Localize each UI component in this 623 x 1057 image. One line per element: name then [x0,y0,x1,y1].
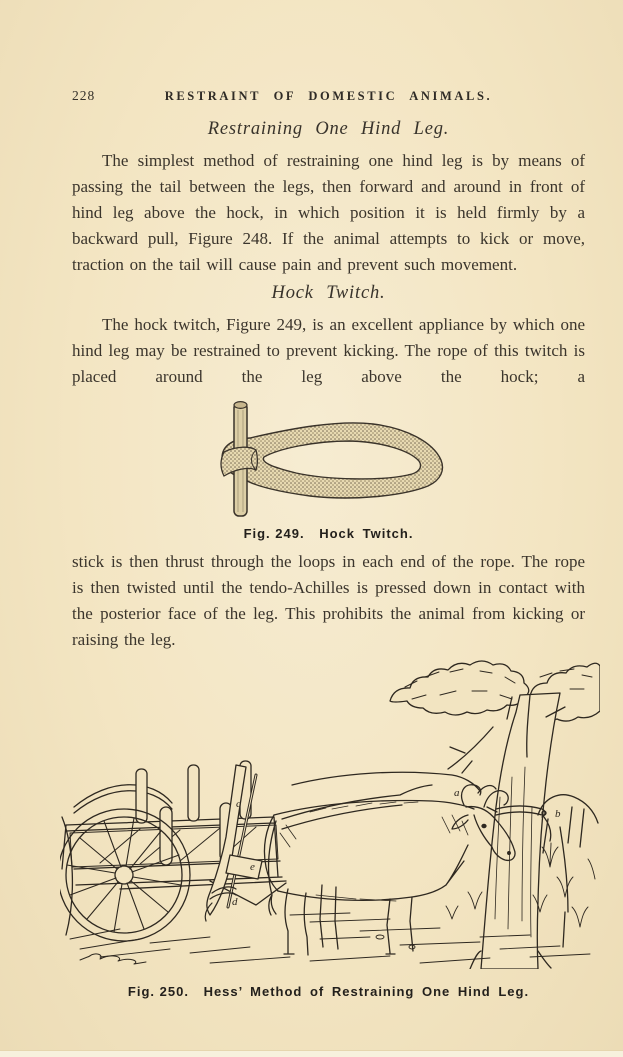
ox-restraint-drawing [60,657,600,969]
running-head [72,88,585,104]
page-number: 228 [72,88,96,103]
figure-249-caption [72,526,585,541]
page-bottom-edge [0,1050,623,1057]
figure-250-illustration [60,657,585,974]
paragraph-restraining: The simplest method of restraining one hind leg is by means of passing the tail between the legs, then forward and around in front of hind leg above the hock, in which position it is held firmly by a backward pull, Figure 248. If the animal attempts to kick or move, traction on the tail will cause pain and prevent such movement. [72,151,585,274]
figure-249-number: Fig. 249. [243,526,305,541]
ox-shading [280,802,468,901]
figure-250-number: Fig. 250. [127,984,189,999]
figure-250 [72,657,585,999]
label-b: b [555,808,561,820]
figure-249-illustration [72,394,585,518]
paragraph-hock-twitch-before-figure: The hock twitch, Figure 249, is an excellent appliance by which one hind leg may be restrained to prevent kicking. The rope of this twitch is placed around the leg above the hock; a [72,315,585,386]
label-d: d [232,896,238,908]
label-c: c [236,798,241,810]
heading-hock-twitch: Hock Twitch. [271,283,386,303]
paragraph-hock-twitch-after-figure: stick is then thrust through the loops in each end of the rope. The rope is then twisted until the tendo-Achilles is pressed down in contact with the posterior face of the leg. This prohibits the animal from kicking or raising the leg. [72,552,585,649]
artist-signature [80,954,146,964]
hock-twitch-drawing [198,394,460,518]
rear-ox-hindquarter-beyond-tree [538,795,598,947]
ox-chest [446,845,468,885]
ox-eye [482,824,486,827]
twitch-board [226,855,262,879]
figure-249-title: Hock Twitch. [319,526,414,541]
cart-second-wheel-sliver [62,817,72,935]
label-a: a [454,787,460,799]
figure-250-caption [72,984,585,999]
figure-249 [72,394,585,541]
ox-nostril [508,852,511,855]
heading-restraining-one-hind-leg: Restraining One Hind Leg. [207,119,450,139]
figure-250-title: Hess’ Method of Restraining One Hind Leg. [203,984,530,999]
label-e: e [250,861,255,873]
rear-ox [292,772,598,949]
cart-pole [282,785,432,829]
running-title: RESTRAINT OF DOMESTIC ANIMALS. [164,89,493,103]
ox-ear [452,815,468,829]
tree-foliage [390,661,600,721]
ox-belly [278,885,446,900]
